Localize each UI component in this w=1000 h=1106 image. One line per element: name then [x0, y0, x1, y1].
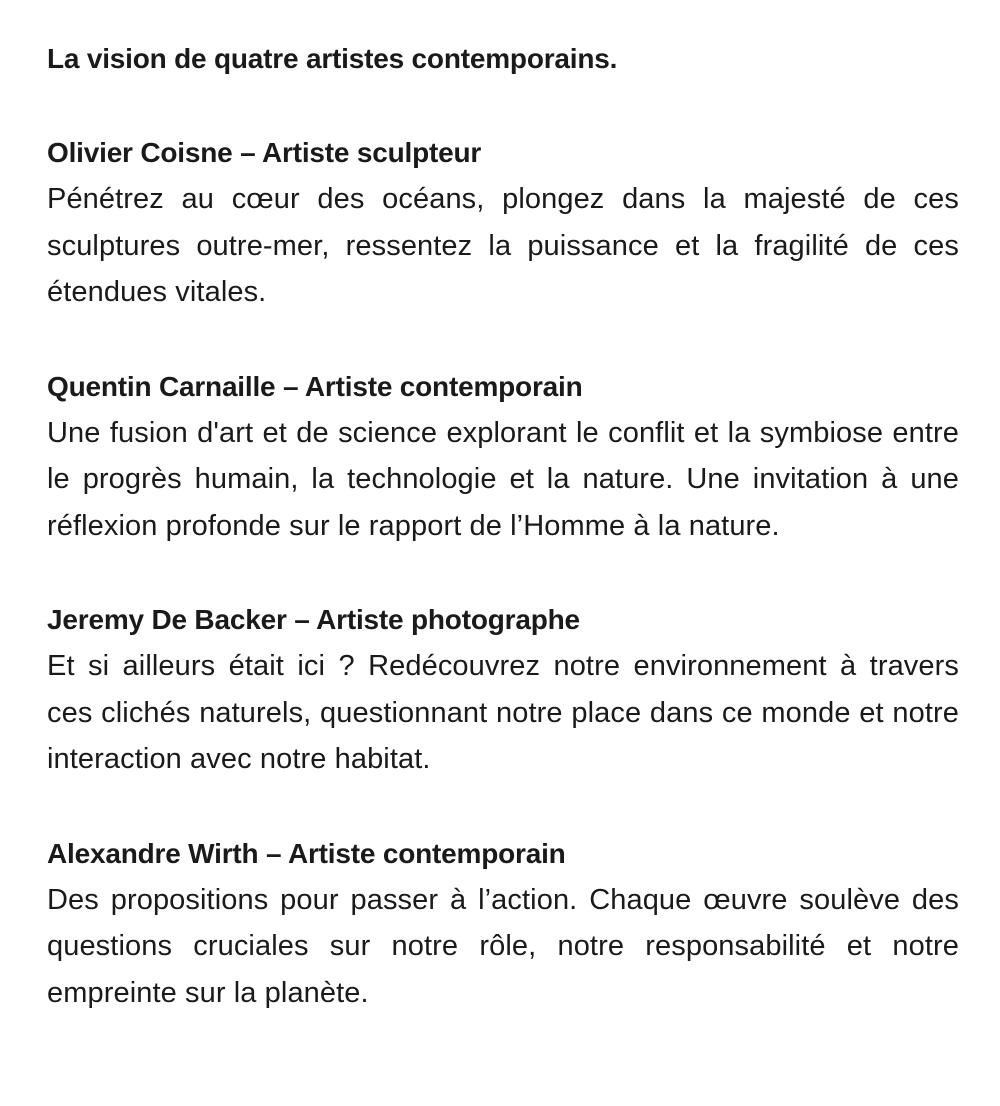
artist-section-quentin-carnaille: [47, 364, 959, 550]
artist-description: Pénétrez au cœur des océans, plongez dans la majesté de ces sculptures outre-mer, ressentez la puissance et la fragilité de ces étendues vitales.: [47, 183, 959, 308]
artist-description: Des propositions pour passer à l’action. Chaque œuvre soulève des questions cruciales sur notre rôle, notre responsabilité et notre empreinte sur la planète.: [47, 883, 959, 1009]
artist-section-alexandre-wirth: [47, 831, 959, 1017]
artist-description: Et si ailleurs était ici ? Redécouvrez notre environnement à travers ces clichés naturels, questionnant notre place dans ce monde et notre interaction avec notre habitat.: [47, 650, 959, 775]
artist-heading: Olivier Coisne – Artiste sculpteur: [47, 137, 482, 168]
artist-heading: Alexandre Wirth – Artiste contemporain: [47, 837, 566, 869]
page-title: La vision de quatre artistes contemporains.: [47, 43, 618, 74]
artist-description: Une fusion d'art et de science explorant le conflit et la symbiose entre le progrès humain, la technologie et la nature. Une invitation à une réflexion profonde sur le rapport de l’Homme à la nature.: [47, 416, 959, 542]
document-page: [47, 36, 959, 1016]
artist-heading: Jeremy De Backer – Artiste photographe: [47, 604, 580, 635]
artist-section-jeremy-de-backer: [47, 597, 959, 783]
artist-section-olivier-coisne: [47, 130, 959, 316]
artist-heading: Quentin Carnaille – Artiste contemporain: [47, 370, 583, 402]
